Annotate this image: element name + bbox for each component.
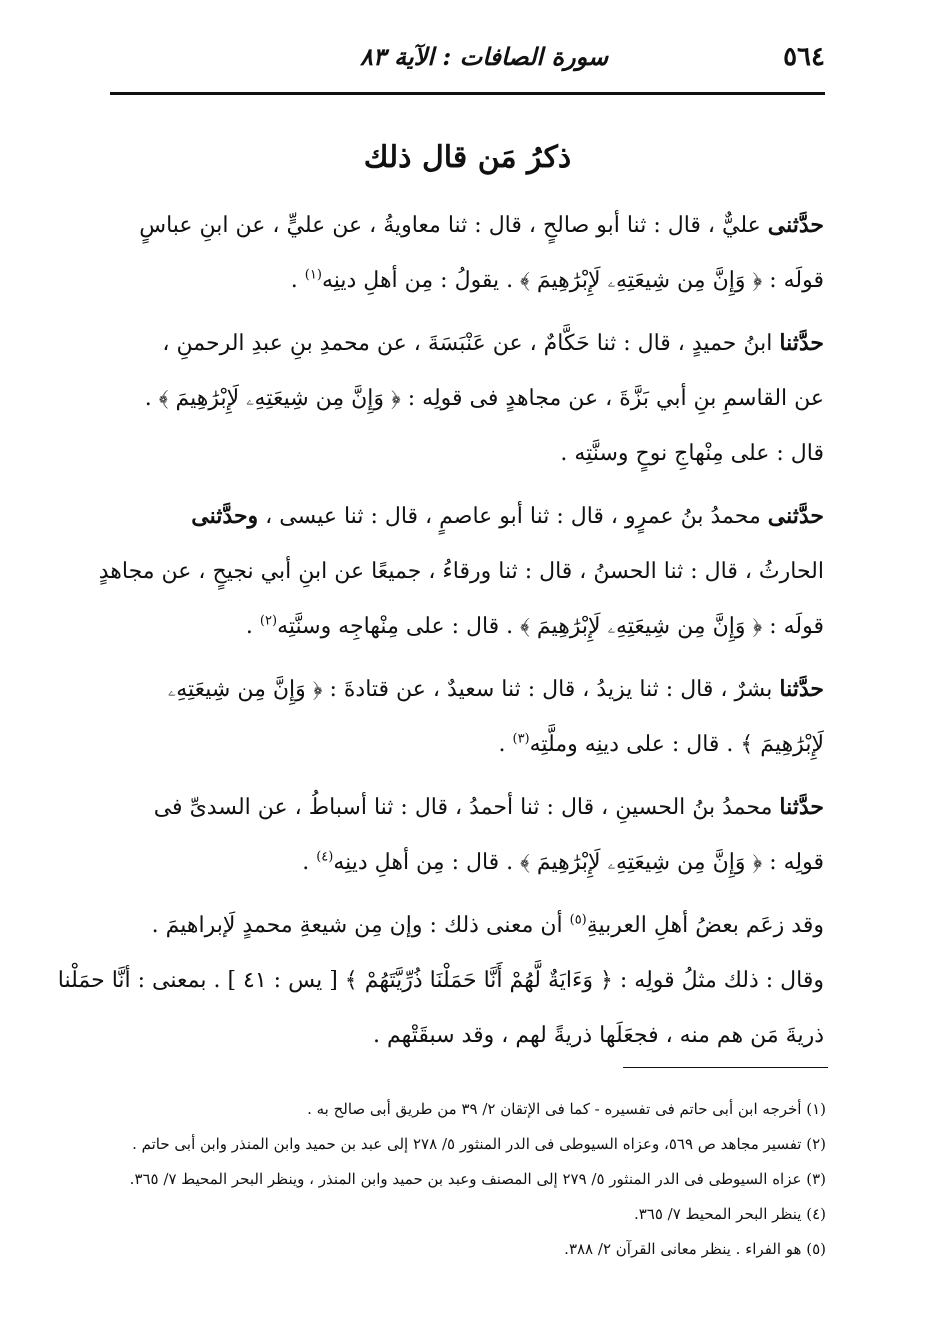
hadith-paragraph xyxy=(112,316,824,481)
footnote-marker: (٥) xyxy=(569,912,587,928)
commentary-paragraph xyxy=(57,898,824,1063)
hadith-paragraph xyxy=(112,780,824,890)
text-line xyxy=(57,953,824,1008)
narration-lead: حدَّثنى xyxy=(767,503,824,529)
surah-title: سورة الصافات : الآية ٨٣ xyxy=(360,42,609,71)
line-tail: . xyxy=(302,850,317,875)
line-text: قولَه : ﴿ وَإِنَّ مِن شِيعَتِهِۦ لَإِبْرَٰهِيمَ ﴾ . يقولُ : مِن أهلِ دينِه xyxy=(321,268,824,293)
narration-lead: حدَّثنا xyxy=(779,676,824,702)
line-text: قال : على مِنْهاجِ نوحٍ وسنَّتِه . xyxy=(560,441,824,466)
line-tail: أن معنى ذلك : وإن مِن شيعةِ محمدٍ لَإبراهيمَ . xyxy=(151,913,570,938)
line-text: ابنُ حميدٍ ، قال : ثنا حَكَّامٌ ، عن عَنْبَسَةَ ، عن محمدِ بنِ عبدِ الرحمنِ ، xyxy=(162,331,780,356)
header-rule xyxy=(110,92,825,95)
hadith-paragraph xyxy=(98,489,824,654)
footnote-item: (٢) تفسير مجاهد ص ٥٦٩، وعزاه السيوطى فى الدر المنثور ٥/ ٢٧٨ إلى عبد بن حميد وابن المنذر وابن أبى حاتم . xyxy=(132,1135,826,1153)
narration-lead: حدَّثنا xyxy=(779,794,824,820)
line-tail: . xyxy=(498,732,513,757)
line-text: محمدُ بنُ عمرٍو ، قال : ثنا أبو عاصمٍ ، قال : ثنا عيسى ، xyxy=(258,504,768,529)
text-line xyxy=(112,316,824,371)
line-text: بشرٌ ، قال : ثنا يزيدُ ، قال : ثنا سعيدٌ ، عن قتادةَ : ﴿ وَإِنَّ مِن شِيعَتِهِۦ xyxy=(167,677,780,702)
line-tail: . xyxy=(290,268,305,293)
footnote-marker: (٣) xyxy=(512,731,530,747)
text-line xyxy=(112,780,824,835)
line-text: قولِه : ﴿ وَإِنَّ مِن شِيعَتِهِۦ لَإِبْرَٰهِيمَ ﴾ . قال : مِن أهلِ دينِه xyxy=(333,850,824,875)
text-line xyxy=(112,371,824,426)
narration-lead-second: وحدَّثنى xyxy=(191,503,259,529)
text-line xyxy=(112,662,824,717)
line-tail: . xyxy=(245,614,260,639)
line-text: محمدُ بنُ الحسينِ ، قال : ثنا أحمدُ ، قال : ثنا أسباطُ ، عن السدىِّ فى xyxy=(153,795,780,820)
footnote-marker: (١) xyxy=(304,267,322,283)
footnote-separator xyxy=(623,1067,828,1068)
line-text: قولَه : ﴿ وَإِنَّ مِن شِيعَتِهِۦ لَإِبْرَٰهِيمَ ﴾ . قال : على مِنْهاجِه وسنَّتِه xyxy=(277,614,824,639)
narration-lead: حدَّثنى xyxy=(767,212,824,238)
body-text xyxy=(57,198,824,1071)
running-header xyxy=(110,40,825,84)
text-line xyxy=(112,717,824,772)
line-text: وقال : ذلك مثلُ قولِه : ﴿ وَءَايَةٌ لَّهُمْ أَنَّا حَمَلْنَا ذُرِّيَّتَهُمْ ﴾ [ يس : ٤١ ] . بمعنى : أنَّا حمَلْنا xyxy=(57,968,824,993)
line-text: عن القاسمِ بنِ أبي بَزَّةَ ، عن مجاهدٍ فى قولِه : ﴿ وَإِنَّ مِن شِيعَتِهِۦ لَإِبْرَٰهِيمَ ﴾ . xyxy=(144,386,824,411)
line-text: لَإِبْرَٰهِيمَ ﴾ . قال : على دينِه وملَّتِه xyxy=(529,732,824,757)
footnote-marker: (٢) xyxy=(259,613,278,629)
text-line xyxy=(112,599,824,654)
text-line xyxy=(112,1008,824,1063)
footnote-item: (٣) عزاه السيوطى فى الدر المنثور ٥/ ٢٧٩ إلى المصنف وعبد بن حميد وابن المنذر ، وينظر البحر المحيط ٧/ ٣٦٥. xyxy=(129,1170,826,1188)
text-line xyxy=(112,426,824,481)
footnotes xyxy=(111,1092,826,1267)
section-heading: ذكرُ مَن قال ذلك xyxy=(363,140,572,175)
hadith-paragraph xyxy=(112,662,824,772)
text-line xyxy=(112,489,824,544)
narration-lead: حدَّثنا xyxy=(779,330,824,356)
footnote-item: (٤) ينظر البحر المحيط ٧/ ٣٦٥. xyxy=(633,1205,826,1223)
line-text: عليٌّ ، قال : ثنا أبو صالحٍ ، قال : ثنا معاويةُ ، عن عليٍّ ، عن ابنِ عباسٍ xyxy=(139,213,768,238)
page-number: ٥٦٤ xyxy=(783,42,825,72)
hadith-paragraph xyxy=(112,198,824,308)
text-line xyxy=(98,544,824,599)
text-line xyxy=(112,198,824,253)
text-line xyxy=(112,253,824,308)
line-text: ذريةَ مَن هم منه ، فجعَلَها ذريةً لهم ، وقد سبقَتْهم . xyxy=(372,1023,824,1048)
footnote-item: (٥) هو الفراء . ينظر معانى القرآن ٢/ ٣٨٨. xyxy=(564,1240,826,1258)
footnote-item: (١) أخرجه ابن أبى حاتم فى تفسيره - كما فى الإتقان ٢/ ٣٩ من طريق أبى صالح به . xyxy=(307,1100,826,1118)
line-text: الحارثُ ، قال : ثنا الحسنُ ، قال : ثنا ورقاءُ ، جميعًا عن ابنِ أبي نجيحٍ ، عن مجاهدٍ xyxy=(98,559,824,584)
text-line xyxy=(112,835,824,890)
text-line xyxy=(112,898,824,953)
footnote-marker: (٤) xyxy=(316,849,334,865)
line-text: وقد زعَم بعضُ أهلِ العربيةِ xyxy=(586,913,824,938)
